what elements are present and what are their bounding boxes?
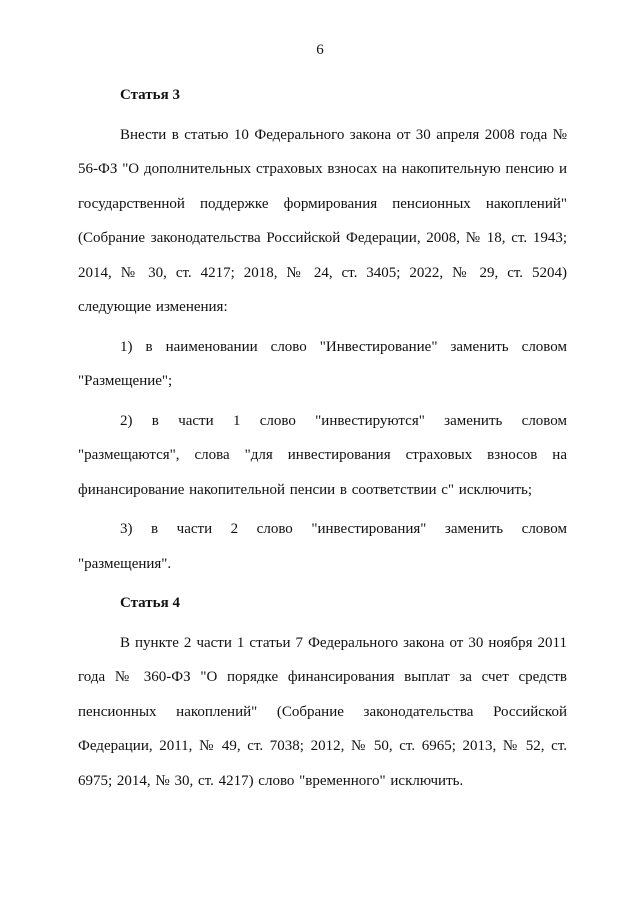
article-4-heading: Статья 4: [120, 595, 180, 611]
article-3-item-2: 2) в части 1 слово "инвестируются" заменить словом "размещаются", слова "для инвестирования страховых взносов на финансирование накопительной пенсии в соответствии с" исключить;: [78, 412, 567, 498]
article-3-item-3: 3) в части 2 слово "инвестирования" заменить словом "размещения".: [78, 521, 567, 572]
article-3-heading: Статья 3: [120, 87, 180, 103]
page-number: 6: [316, 42, 324, 58]
article-3-intro: Внести в статью 10 Федерального закона от 30 апреля 2008 года № 56-ФЗ "О дополнительных страховых взносах на накопительную пенсию и государственной поддержке формирования пенсионных накоплений" (Собрание законодательства Российской Федерации, 2008, № 18, ст. 1943; 2014, № 30, ст. 4217; 2018, № 24, ст. 3405; 2022, № 29, ст. 5204) следующие изменения:: [78, 126, 567, 315]
article-4-text: В пункте 2 части 1 статьи 7 Федерального закона от 30 ноября 2011 года № 360-ФЗ "О порядке финансирования выплат за счет средств пенсионных накоплений" (Собрание законодательства Российской Федерации, 2011, № 49, ст. 7038; 2012, № 50, ст. 6965; 2013, № 52, ст. 6975; 2014, № 30, ст. 4217) слово "временного" исключить.: [78, 634, 567, 789]
document-body: [78, 78, 567, 798]
article-3-item-1: 1) в наименовании слово "Инвестирование" заменить словом "Размещение";: [78, 338, 567, 389]
